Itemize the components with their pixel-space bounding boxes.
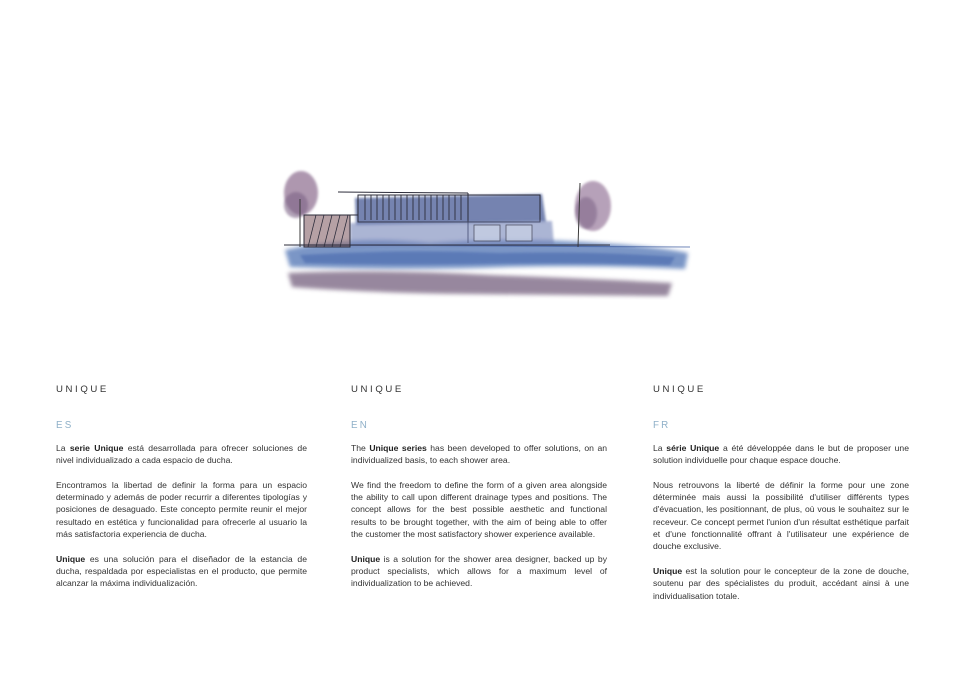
intro-paragraph: The Unique series has been developed to offer solutions, on an individualized basis, to each shower area. <box>351 443 607 466</box>
concept-paragraph: We find the freedom to define the form of a given area alongside the ability to call upon different drainage types and positions. The concept allows for the best possible aesthetic and functional results to be brought together, with the aim of being able to offer the customer the most satisfactory shower experience available. <box>351 479 607 540</box>
column-en <box>351 384 607 590</box>
language-label: EN <box>351 420 370 431</box>
house-watercolor-illustration <box>270 165 700 300</box>
language-label: ES <box>56 420 74 431</box>
solution-paragraph: Unique is a solution for the shower area designer, backed up by product specialists, which allows for a maximum level of individualization to be achieved. <box>351 553 607 589</box>
concept-paragraph: Encontramos la libertad de definir la forma para un espacio determinado y además de poder recurrir a diferentes tipologías y posiciones de desaguado. Este concepto permite reunir el mejor resultado en estética y funcionalidad para ofrecerle al usuario la más satisfactoria experiencia de ducha. <box>56 479 307 540</box>
solution-paragraph: Unique es una solución para el diseñador de la estancia de ducha, respaldada por especialistas en el producto, que permite alcanzar la máxima individualización. <box>56 553 307 589</box>
column-es <box>56 384 307 590</box>
brand-title: UNIQUE <box>56 384 109 395</box>
concept-paragraph: Nous retrouvons la liberté de définir la forme pour une zone déterminée mais aussi la possibilité d'utiliser différents types d'évacuation, les positionnant, de plus, où vous le souhaitez sur le receveur. Ce concept permet l'union d'un résultat esthétique parfait et d'une fonctionnalité offrant à l'utilisateur une expérience de douche exclusive. <box>653 479 909 552</box>
brand-title: UNIQUE <box>351 384 404 395</box>
solution-paragraph: Unique est la solution pour le concepteur de la zone de douche, soutenu par des spécialistes du produit, accédant ainsi à une individualisation totale. <box>653 565 909 601</box>
column-fr <box>653 384 909 602</box>
language-label: FR <box>653 420 671 431</box>
intro-paragraph: La serie Unique está desarrollada para ofrecer soluciones de nivel individualizado a cada espacio de ducha. <box>56 443 307 466</box>
brand-title: UNIQUE <box>653 384 706 395</box>
intro-paragraph: La série Unique a été développée dans le but de proposer une solution individuelle pour chaque espace douche. <box>653 443 909 466</box>
